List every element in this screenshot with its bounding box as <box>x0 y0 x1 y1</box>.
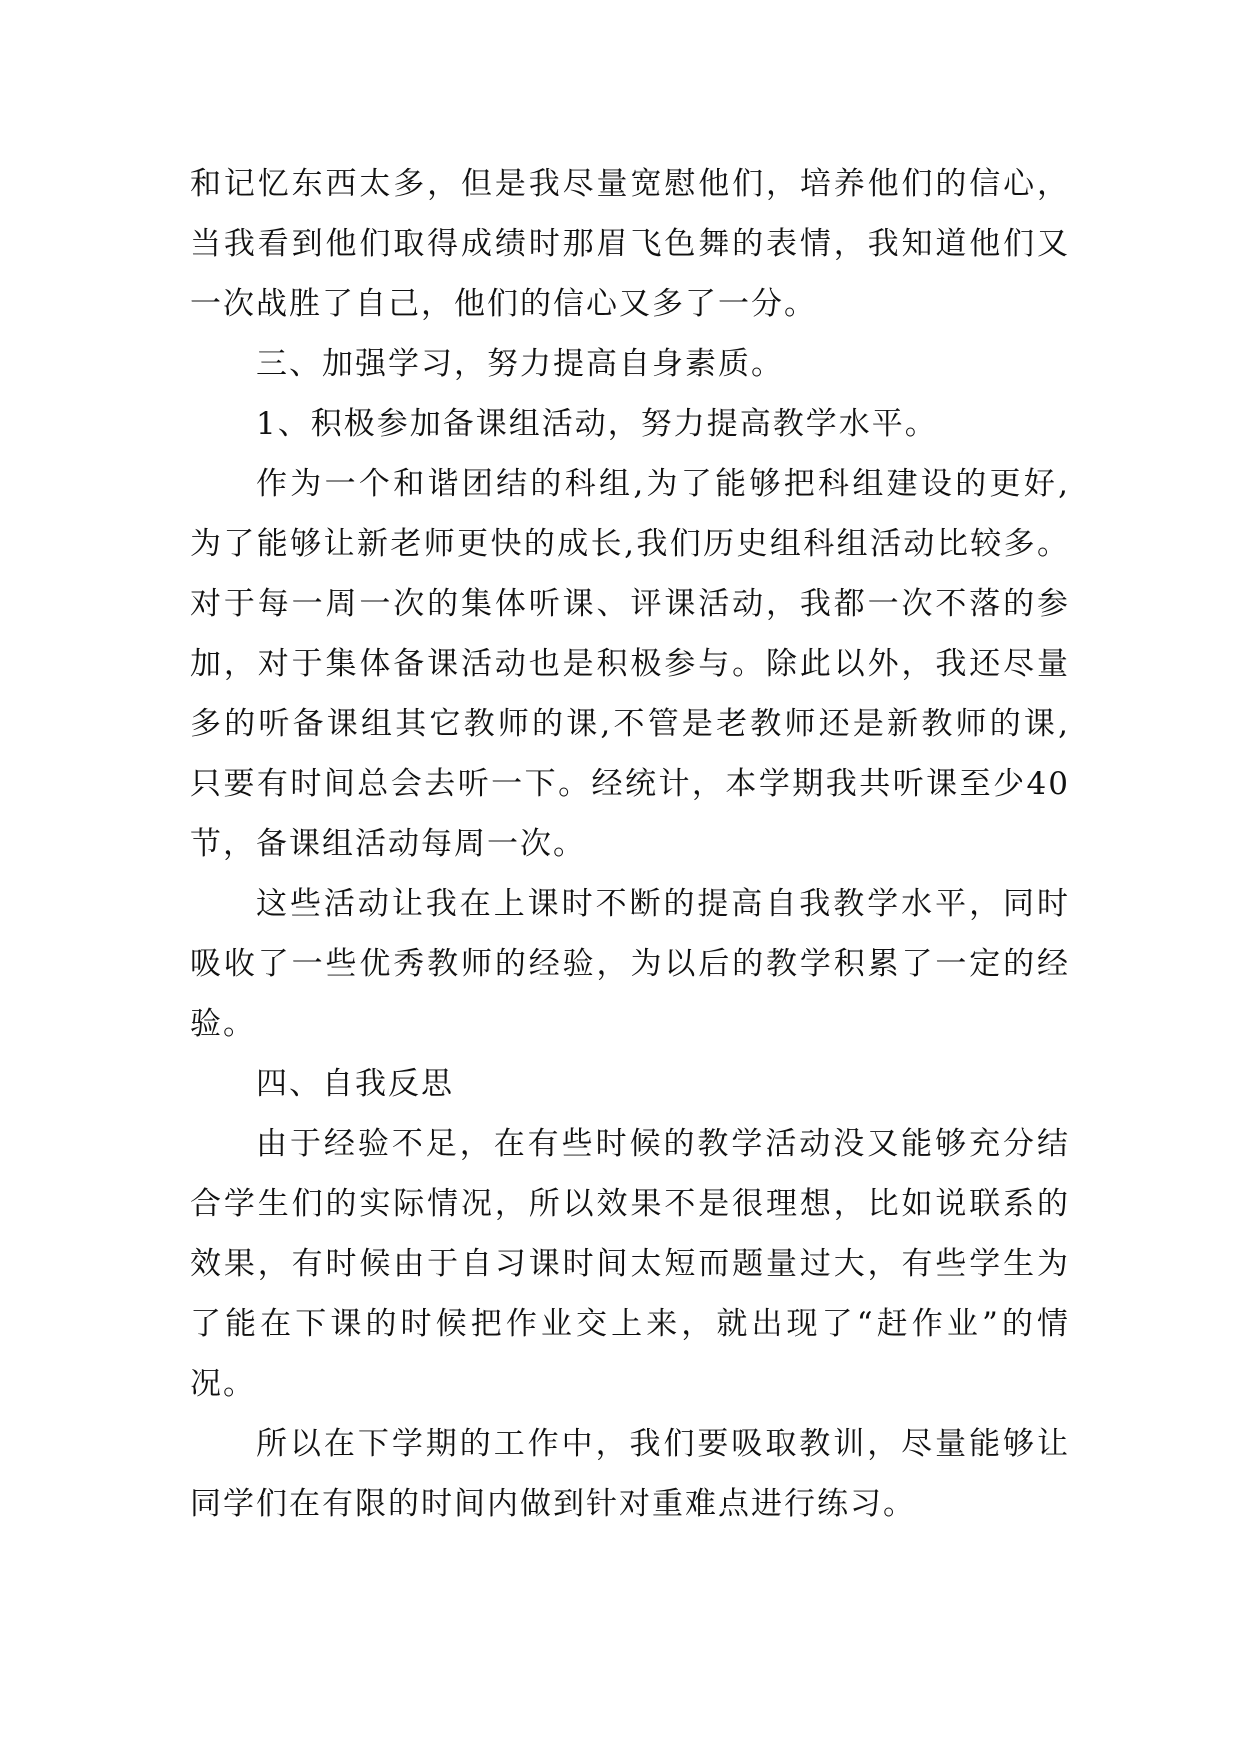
paragraph-activities-benefit: 这些活动让我在上课时不断的提高自我教学水平，同时吸收了一些优秀教师的经验，为以后的教学积累了一定的经验。 <box>190 886 1070 1042</box>
section-heading-strengthen-learning: 三、加强学习，努力提高自身素质。 <box>256 346 784 382</box>
paragraph-next-semester: 所以在下学期的工作中，我们要吸取教训，尽量能够让同学们在有限的时间内做到针对重难点进行练习。 <box>190 1426 1070 1522</box>
section-heading-self-reflection: 四、自我反思 <box>256 1066 454 1102</box>
paragraph-reflection: 由于经验不足，在有些时候的教学活动没又能够充分结合学生们的实际情况，所以效果不是很理想，比如说联系的效果，有时候由于自习课时间太短而题量过大，有些学生为了能在下课的时候把作业交上来，就出现了“赶作业”的情况。 <box>190 1126 1070 1402</box>
document-body <box>190 154 1070 1534</box>
subheading-lesson-prep-group: 1、积极参加备课组活动，努力提高教学水平。 <box>256 406 938 442</box>
paragraph-group-activities: 作为一个和谐团结的科组,为了能够把科组建设的更好,为了能够让新老师更快的成长,我们历史组科组活动比较多。对于每一周一次的集体听课、评课活动，我都一次不落的参加，对于集体备课活动也是积极参与。除此以外，我还尽量多的听备课组其它教师的课,不管是老教师还是新教师的课,只要有时间总会去听一下。经统计，本学期我共听课至少40节，备课组活动每周一次。 <box>190 466 1070 862</box>
paragraph-continuation: 和记忆东西太多，但是我尽量宽慰他们，培养他们的信心，当我看到他们取得成绩时那眉飞色舞的表情，我知道他们又一次战胜了自己，他们的信心又多了一分。 <box>190 166 1070 322</box>
